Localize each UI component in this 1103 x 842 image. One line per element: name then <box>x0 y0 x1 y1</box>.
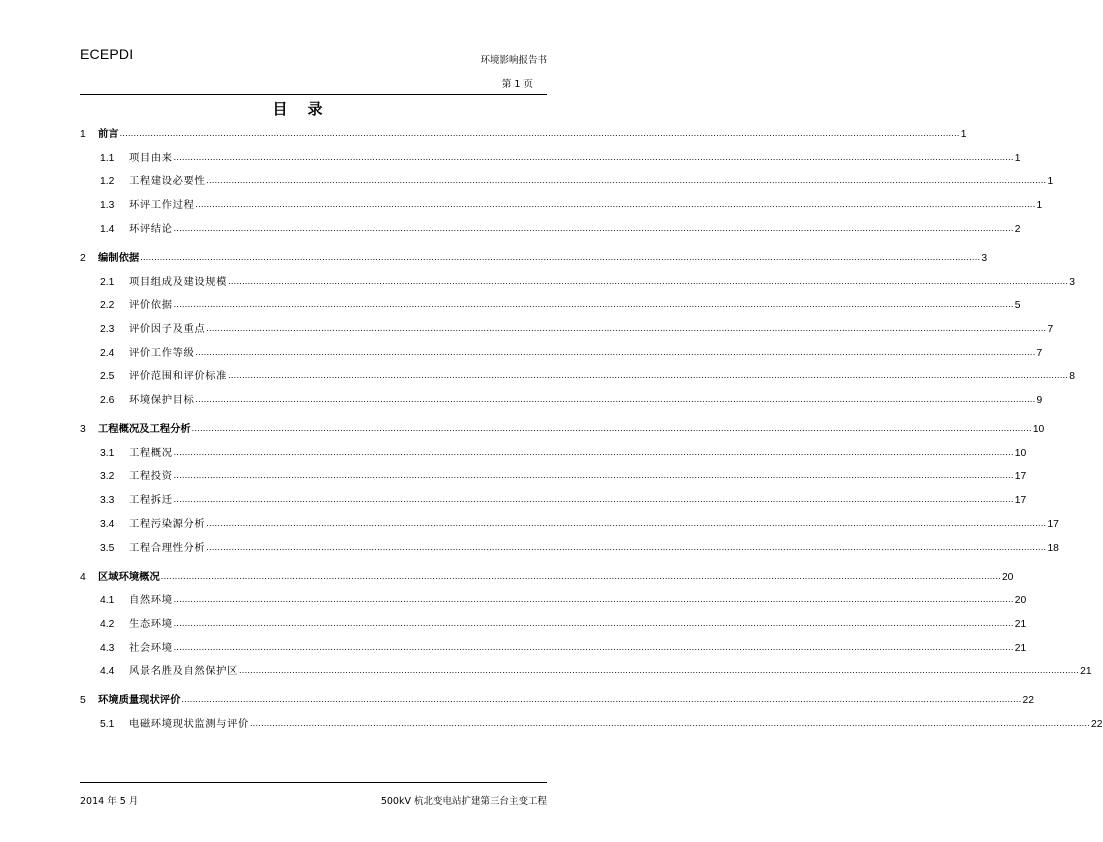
toc-entry[interactable] <box>80 462 1027 483</box>
toc-entry-title: 评价因子及重点 <box>129 322 206 335</box>
toc-entry-page: 10 <box>1032 424 1045 435</box>
toc-entry-number: 3 <box>80 424 86 435</box>
toc-entry-title: 环境质量现状评价 <box>98 694 181 707</box>
footer-project: 500kV 杭北变电站扩建第三台主变工程 <box>380 796 547 807</box>
toc-leader-dots: ............................................................................................................................................................................................................................................................................................................ <box>206 322 1047 333</box>
toc-entry-page: 1 <box>1047 176 1054 188</box>
footer-rule <box>80 782 547 783</box>
toc-entry[interactable] <box>80 439 1027 459</box>
toc-entry[interactable] <box>80 710 1103 730</box>
toc-leader-dots: ............................................................................................................................................................................................................................................................................................................ <box>119 128 960 138</box>
toc-leader-dots: ............................................................................................................................................................................................................................................................................................................ <box>228 370 1069 381</box>
toc-entry-page: 21 <box>1014 618 1027 630</box>
toc-leader-dots: ............................................................................................................................................................................................................................................................................................................ <box>206 541 1047 552</box>
toc-entry-page: 3 <box>1069 276 1075 288</box>
toc-entry-number: 1.2 <box>100 176 115 188</box>
toc-entry-page: 20 <box>1014 595 1027 607</box>
toc-entry-title: 评价依据 <box>129 299 173 312</box>
report-type: 环境影响报告书 <box>480 55 547 66</box>
toc-leader-dots: ............................................................................................................................................................................................................................................................................................................ <box>195 346 1036 357</box>
toc-entry-number: 1.1 <box>100 152 115 164</box>
toc-entry-number: 5.1 <box>100 719 115 730</box>
toc-entry-page: 18 <box>1047 542 1059 554</box>
toc-leader-dots: ............................................................................................................................................................................................................................................................................................................ <box>238 665 1080 676</box>
toc-entry[interactable] <box>80 415 1045 435</box>
toc-leader-dots: ............................................................................................................................................................................................................................................................................................................ <box>181 694 1022 705</box>
toc-entry-page: 2 <box>1014 223 1021 235</box>
toc-entry[interactable] <box>80 386 1043 406</box>
toc-entry-number: 4.4 <box>100 666 115 678</box>
toc-leader-dots: ............................................................................................................................................................................................................................................................................................................ <box>195 199 1036 210</box>
toc-entry-title: 工程投资 <box>129 470 173 483</box>
toc-entry-title: 环评结论 <box>129 222 173 235</box>
toc-leader-dots: ............................................................................................................................................................................................................................................................................................................ <box>173 594 1014 605</box>
toc-entry-number: 4.3 <box>100 642 115 654</box>
toc-entry-title: 项目由来 <box>129 151 173 164</box>
toc-entry-title: 风景名胜及自然保护区 <box>129 665 238 678</box>
footer-date: 2014 年 5 月 <box>80 796 139 807</box>
toc-leader-dots: ............................................................................................................................................................................................................................................................................................................ <box>173 641 1014 652</box>
toc-entry-page: 8 <box>1069 371 1075 383</box>
toc-entry-number: 1 <box>80 129 86 140</box>
toc-entry-title: 区域环境概况 <box>98 570 160 583</box>
toc-entry-page: 21 <box>1014 642 1027 654</box>
toc-entry-page: 1 <box>960 129 967 140</box>
toc-entry-page: 7 <box>1036 347 1043 359</box>
toc-entry-title: 工程建设必要性 <box>129 175 206 188</box>
toc-entry[interactable] <box>80 657 1092 678</box>
toc-entry-page: 17 <box>1014 471 1027 483</box>
toc-leader-dots: ............................................................................................................................................................................................................................................................................................................ <box>173 222 1014 233</box>
toc-entry-number: 2.6 <box>100 395 115 406</box>
toc-entry[interactable] <box>80 191 1043 212</box>
toc-entry-page: 5 <box>1014 300 1021 312</box>
toc-entry-number: 2.2 <box>100 300 115 312</box>
toc-title: 目录 <box>272 100 343 118</box>
company-logo: ECEPDI <box>80 46 134 62</box>
toc-entry-number: 3.1 <box>100 447 115 459</box>
toc-entry-title: 评价工作等级 <box>129 346 195 359</box>
toc-entry-number: 2 <box>80 252 86 264</box>
toc-entry-page: 10 <box>1014 447 1027 459</box>
toc-entry[interactable] <box>80 510 1059 530</box>
toc-entry-number: 4.1 <box>100 595 115 607</box>
toc-entry-number: 3.5 <box>100 542 115 554</box>
toc-entry-page: 1 <box>1036 200 1043 212</box>
toc-entry-title: 环境保护目标 <box>129 394 195 406</box>
toc-entry-number: 2.4 <box>100 347 115 359</box>
toc-entry-number: 5 <box>80 695 86 707</box>
toc-entry[interactable] <box>80 362 1075 383</box>
toc-entry-page: 22 <box>1022 695 1034 707</box>
toc-entry-title: 工程污染源分析 <box>129 517 206 530</box>
toc-entry-title: 工程概况及工程分析 <box>98 423 191 435</box>
toc-entry-page: 3 <box>981 252 988 264</box>
toc-entry[interactable] <box>80 586 1027 607</box>
toc-entry[interactable] <box>80 686 1034 707</box>
toc-entry-title: 社会环境 <box>129 641 173 654</box>
toc-entry-page: 22 <box>1091 719 1103 730</box>
toc-entry-title: 环评工作过程 <box>129 199 195 212</box>
page-header <box>80 46 547 94</box>
toc-entry-number: 3.4 <box>100 518 115 530</box>
page-number: 第 1 页 <box>501 79 533 90</box>
toc-entry-title: 评价范围和评价标准 <box>129 370 228 383</box>
toc-leader-dots: ............................................................................................................................................................................................................................................................................................................ <box>249 718 1091 728</box>
toc-leader-dots: ............................................................................................................................................................................................................................................................................................................ <box>173 470 1014 481</box>
toc-entry-page: 7 <box>1047 323 1054 335</box>
toc-entry-number: 4.2 <box>100 618 115 630</box>
toc-entry[interactable] <box>80 215 1021 235</box>
toc-entry-title: 前言 <box>98 128 119 140</box>
toc-entry-number: 3.3 <box>100 495 115 507</box>
toc-leader-dots: ............................................................................................................................................................................................................................................................................................................ <box>173 494 1014 505</box>
toc-leader-dots: ............................................................................................................................................................................................................................................................................................................ <box>173 151 1014 162</box>
toc-leader-dots: ............................................................................................................................................................................................................................................................................................................ <box>173 299 1014 310</box>
toc-leader-dots: ............................................................................................................................................................................................................................................................................................................ <box>173 446 1014 457</box>
toc-leader-dots: ............................................................................................................................................................................................................................................................................................................ <box>206 517 1047 528</box>
toc-leader-dots: ............................................................................................................................................................................................................................................................................................................ <box>160 570 1001 581</box>
toc-entry-page: 20 <box>1001 571 1014 583</box>
toc-entry[interactable] <box>80 339 1043 359</box>
toc-leader-dots: ............................................................................................................................................................................................................................................................................................................ <box>228 275 1069 286</box>
toc-leader-dots: ............................................................................................................................................................................................................................................................................................................ <box>206 175 1047 186</box>
toc-entry[interactable] <box>80 120 967 140</box>
toc-entry[interactable] <box>80 315 1054 335</box>
toc-leader-dots: ............................................................................................................................................................................................................................................................................................................ <box>173 617 1014 628</box>
toc-entry-title: 自然环境 <box>129 594 173 607</box>
toc-entry-page: 21 <box>1080 666 1092 678</box>
toc-entry-page: 17 <box>1047 518 1059 530</box>
toc-entry[interactable] <box>80 144 1021 164</box>
toc-leader-dots: ............................................................................................................................................................................................................................................................................................................ <box>191 423 1032 433</box>
header-rule <box>80 94 547 95</box>
toc-entry[interactable] <box>80 291 1021 312</box>
toc-entry-title: 生态环境 <box>129 617 173 630</box>
toc-entry-number: 2.5 <box>100 371 115 383</box>
toc-entry-title: 项目组成及建设规模 <box>129 275 228 288</box>
toc-entry-title: 电磁环境现状监测与评价 <box>129 718 249 730</box>
toc-entry[interactable] <box>80 268 1075 288</box>
toc-entry[interactable] <box>80 486 1027 507</box>
toc-entry[interactable] <box>80 244 988 264</box>
toc-entry-title: 编制依据 <box>98 251 140 264</box>
toc-entry[interactable] <box>80 167 1054 188</box>
toc-entry-number: 1.4 <box>100 223 115 235</box>
toc-entry-page: 9 <box>1036 395 1043 406</box>
toc-entry-page: 1 <box>1014 152 1021 164</box>
toc-entry[interactable] <box>80 563 1014 583</box>
toc-entry-number: 1.3 <box>100 200 115 212</box>
toc-entry-title: 工程合理性分析 <box>129 541 206 554</box>
toc-entry-number: 2.3 <box>100 323 115 335</box>
toc-entry[interactable] <box>80 634 1027 654</box>
toc-entry[interactable] <box>80 534 1059 554</box>
toc-leader-dots: ............................................................................................................................................................................................................................................................................................................ <box>140 251 981 262</box>
toc-entry-page: 17 <box>1014 495 1027 507</box>
toc-entry-title: 工程拆迁 <box>129 494 173 507</box>
toc-leader-dots: ............................................................................................................................................................................................................................................................................................................ <box>195 394 1036 404</box>
toc-entry[interactable] <box>80 610 1027 630</box>
toc-entry-number: 3.2 <box>100 471 115 483</box>
toc-entry-number: 4 <box>80 571 86 583</box>
toc-entry-number: 2.1 <box>100 276 115 288</box>
toc-entry-title: 工程概况 <box>129 446 173 459</box>
